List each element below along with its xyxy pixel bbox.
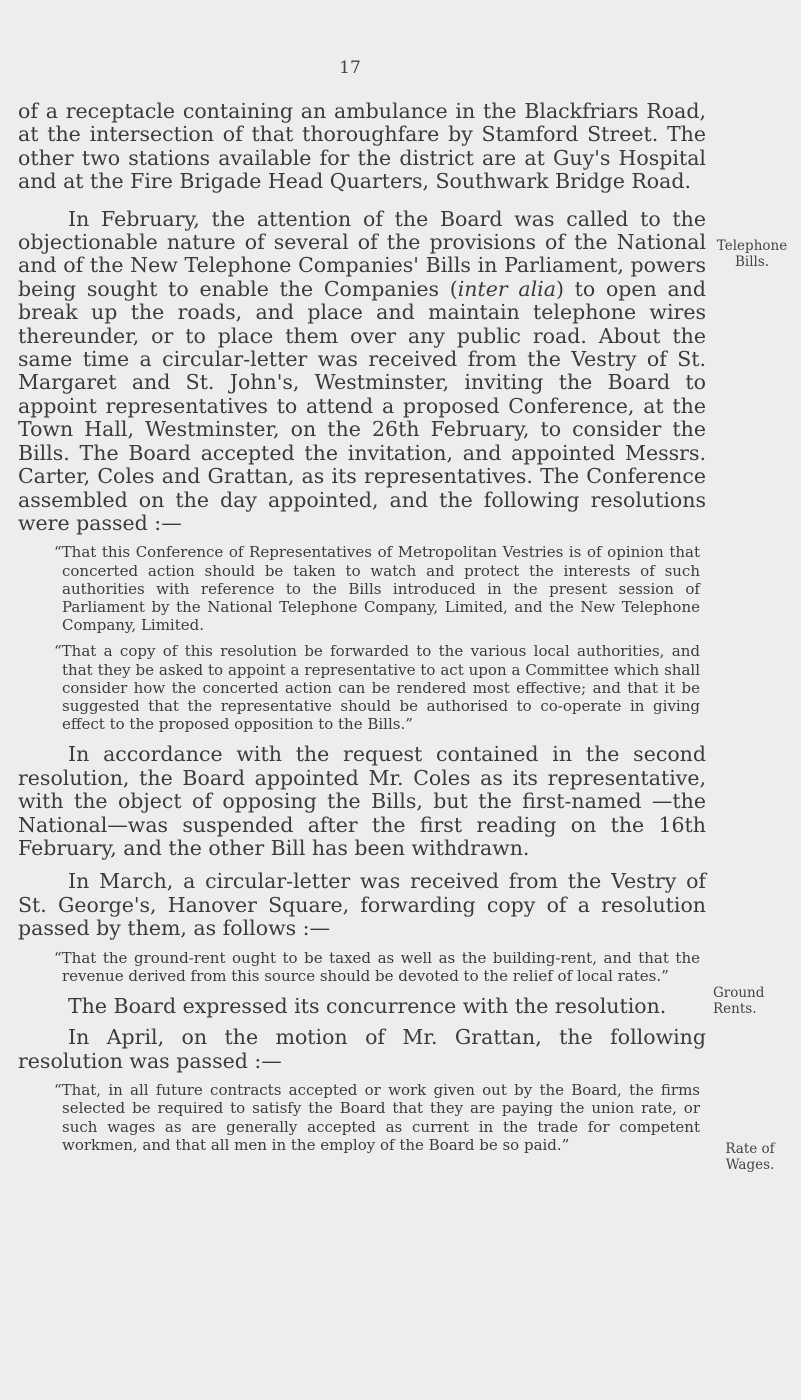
sidenote-rate-of-wages: Rate of Wages. [725, 1141, 775, 1173]
telephone-bills-paragraph [18, 208, 706, 536]
resolution-quote-1: “That this Conference of Representatives of Metropolitan Vestries is of opinion that concerted action should be taken to watch and protect the interests of such authorities with reference to the Bills introduced in the present session of Parliament by the National Telephone Company, Limited, and the New Telephone Company, Limited. [54, 543, 700, 635]
ground-rent-quote: “That the ground-rent ought to be taxed as well as the building-rent, and that the revenue derived from this source should be devoted to the relief of local rates.” [54, 948, 700, 985]
telephone-text-end: ) to open and break up the roads, and place and maintain telephone wires thereunder, or to place them over any public road. About the same time a circular-letter was received from the Vestry of St. Margaret and St. John's, Westminster, inviting the Board to appoint representatives to attend a proposed Conference, at the Town Hall, Westminster, on the 26th February, to consider the Bills. The Board accepted the invitation, and appointed Messrs. Carter, Coles and Grattan, as its representatives. The Conference assembled on the day appointed, and the following resolutions were passed :— [18, 276, 706, 535]
resolution-quote-2: “That a copy of this resolution be forwarded to the various local authorities, and that they be asked to appoint a representative to act upon a Committee which shall consider how the concerted action can be rendered most effective; and that it be suggested that the representative should be authorised to co-operate in giving effect to the proposed opposition to the Bills.” [54, 642, 700, 734]
concurrence-paragraph: The Board expressed its concurrence with the resolution. [68, 994, 667, 1018]
ground-rents-paragraph: In March, a circular-letter was received from the Vestry of St. George's, Hanover Square, forwarding copy of a resolution passed by them, as follows :— [18, 869, 706, 941]
page-number: 17 [339, 58, 361, 78]
telephone-text-italic: inter alia [457, 276, 556, 301]
accordance-paragraph: In accordance with the request contained in the second resolution, the Board appointed Mr. Coles as its representative, with the object of opposing the Bills, but the first-named —the National—was suspended after the first reading on the 16th February, and the other Bill has been withdrawn. [18, 742, 706, 860]
ambulance-paragraph: of a receptacle containing an ambulance in the Blackfriars Road, at the intersection of that thoroughfare by Stamford Street. The other two stations available for the district are at Guy's Hospital and at the Fire Brigade Head Quarters, Southwark Bridge Road. [18, 99, 706, 194]
wages-quote: “That, in all future contracts accepted or work given out by the Board, the firms selected be required to satisfy the Board that they are paying the union rate, or such wages as are generally accepted as current in the trade for competent workmen, and that all men in the employ of the Board be so paid.” [54, 1081, 700, 1154]
page-body [18, 100, 706, 1154]
sidenote-ground-rents: Ground Rents. [713, 985, 765, 1017]
rate-of-wages-paragraph: In April, on the motion of Mr. Grattan, the following resolution was passed :— [18, 1025, 706, 1073]
telephone-text-start: In February, the attention of the Board was called to the objectionable nature of several of the provisions of the National and of the New Telephone Companies' Bills in Parliament, powers being sought to enable the Companies ( [18, 206, 706, 301]
sidenote-telephone-bills: Telephone Bills. [716, 238, 788, 270]
